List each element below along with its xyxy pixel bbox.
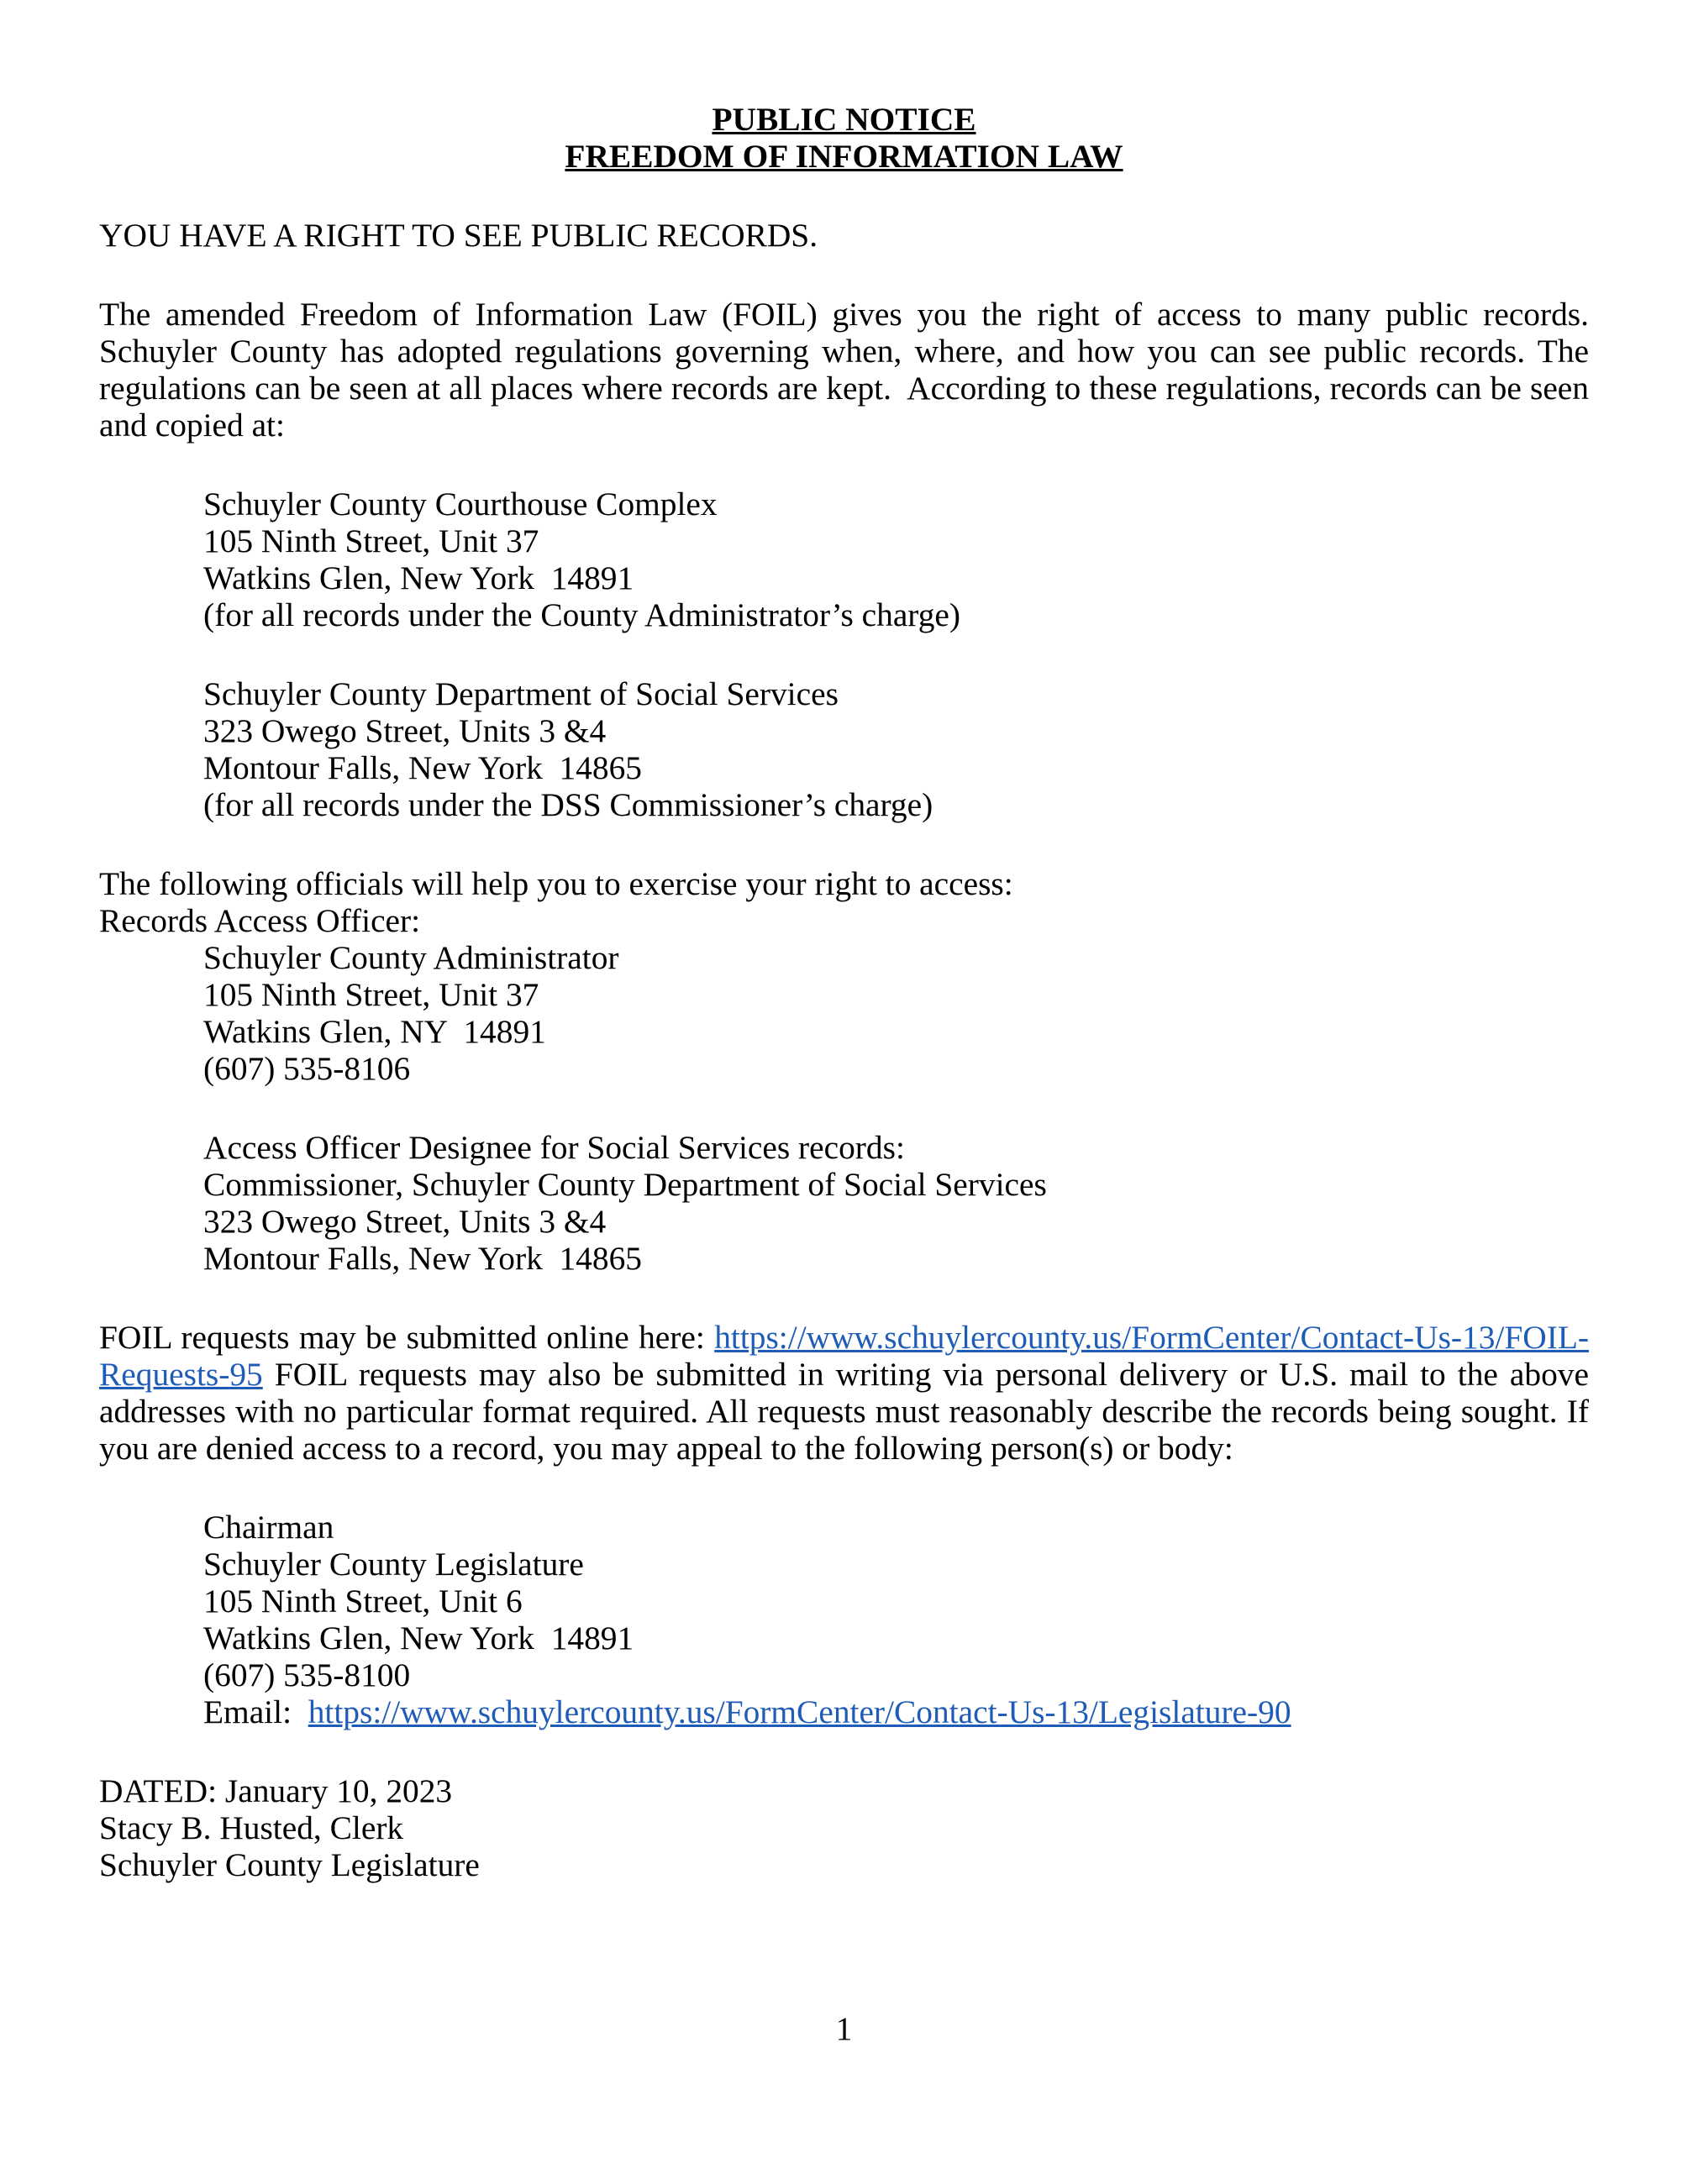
legislature-line: Schuyler County Legislature	[99, 1846, 480, 1883]
dated-line: DATED: January 10, 2023	[99, 1772, 453, 1809]
location-line: 105 Ninth Street, Unit 37	[203, 522, 539, 559]
title-line-1: PUBLIC NOTICE	[712, 101, 976, 138]
officer-line: Watkins Glen, NY 14891	[203, 1013, 546, 1050]
legislature-contact-link[interactable]: https://www.schuylercounty.us/FormCenter/Contact-Us-13/Legislature-90	[308, 1693, 1291, 1730]
designee-line: Commissioner, Schuyler County Department of Social Services	[203, 1166, 1047, 1203]
clerk-line: Stacy B. Husted, Clerk	[99, 1809, 404, 1846]
appeal-line: (607) 535-8100	[203, 1656, 411, 1693]
location-line: Schuyler County Courthouse Complex	[203, 486, 718, 522]
foil-requests-link[interactable]: https://www.schuylercounty.us/FormCenter/Contact-Us-13/FOIL-Requests-95	[99, 1319, 1589, 1393]
foil-paragraph-after-link: FOIL requests may also be submitted in writing via personal delivery or U.S. mail to the above addresses with no particular format required. All requests must reasonably describe the records being sought. If you are denied access to a record, you may appeal to the following person(s) or body:	[99, 1356, 1597, 1467]
officials-intro: The following officials will help you to exercise your right to access:	[99, 865, 1013, 902]
location-line: (for all records under the County Administrator’s charge)	[203, 596, 961, 633]
appeal-line: Watkins Glen, New York 14891	[203, 1620, 634, 1656]
officials-section	[99, 865, 1589, 1087]
records-access-officer-block	[203, 939, 1589, 1087]
officer-line: 105 Ninth Street, Unit 37	[203, 976, 539, 1013]
appeal-line: 105 Ninth Street, Unit 6	[203, 1583, 523, 1620]
records-access-officer-label: Records Access Officer:	[99, 902, 421, 939]
location-social-services	[203, 675, 1589, 823]
designee-line: Access Officer Designee for Social Services records:	[203, 1129, 905, 1166]
location-line: 323 Owego Street, Units 3 &4	[203, 712, 607, 749]
location-line: Montour Falls, New York 14865	[203, 749, 642, 786]
location-courthouse	[203, 486, 1589, 633]
page-number: 1	[835, 2010, 853, 2047]
designee-line: Montour Falls, New York 14865	[203, 1240, 642, 1277]
intro-paragraph: The amended Freedom of Information Law (FOIL) gives you the right of access to many public records. Schuyler County has adopted regulations governing when, where, and how you can see public records. The regulations can be seen at all places where records are kept. According to these regulations, records can be seen and copied at:	[99, 296, 1597, 444]
rights-statement: YOU HAVE A RIGHT TO SEE PUBLIC RECORDS.	[99, 217, 818, 254]
title-line-2: FREEDOM OF INFORMATION LAW	[565, 138, 1123, 175]
rights-statement-block	[99, 217, 1589, 254]
designee-block	[203, 1129, 1589, 1277]
foil-requests-paragraph	[99, 1319, 1597, 1467]
foil-requests-paragraph-block	[99, 1319, 1597, 1467]
location-line: Watkins Glen, New York 14891	[203, 559, 634, 596]
dated-block	[99, 1772, 1589, 1883]
email-label: Email:	[203, 1693, 308, 1730]
foil-paragraph-before-link: FOIL requests may be submitted online here:	[99, 1319, 715, 1356]
appeal-contact-block	[203, 1509, 1589, 1730]
designee-line: 323 Owego Street, Units 3 &4	[203, 1203, 607, 1240]
appeal-line: Schuyler County Legislature	[203, 1546, 584, 1583]
appeal-email-line	[203, 1693, 1589, 1730]
document-title	[99, 101, 1589, 175]
officer-line: Schuyler County Administrator	[203, 939, 619, 976]
officer-line: (607) 535-8106	[203, 1050, 411, 1087]
intro-paragraph-block	[99, 296, 1597, 444]
location-line: (for all records under the DSS Commissioner’s charge)	[203, 786, 933, 823]
appeal-line: Chairman	[203, 1509, 334, 1546]
location-line: Schuyler County Department of Social Services	[203, 675, 839, 712]
